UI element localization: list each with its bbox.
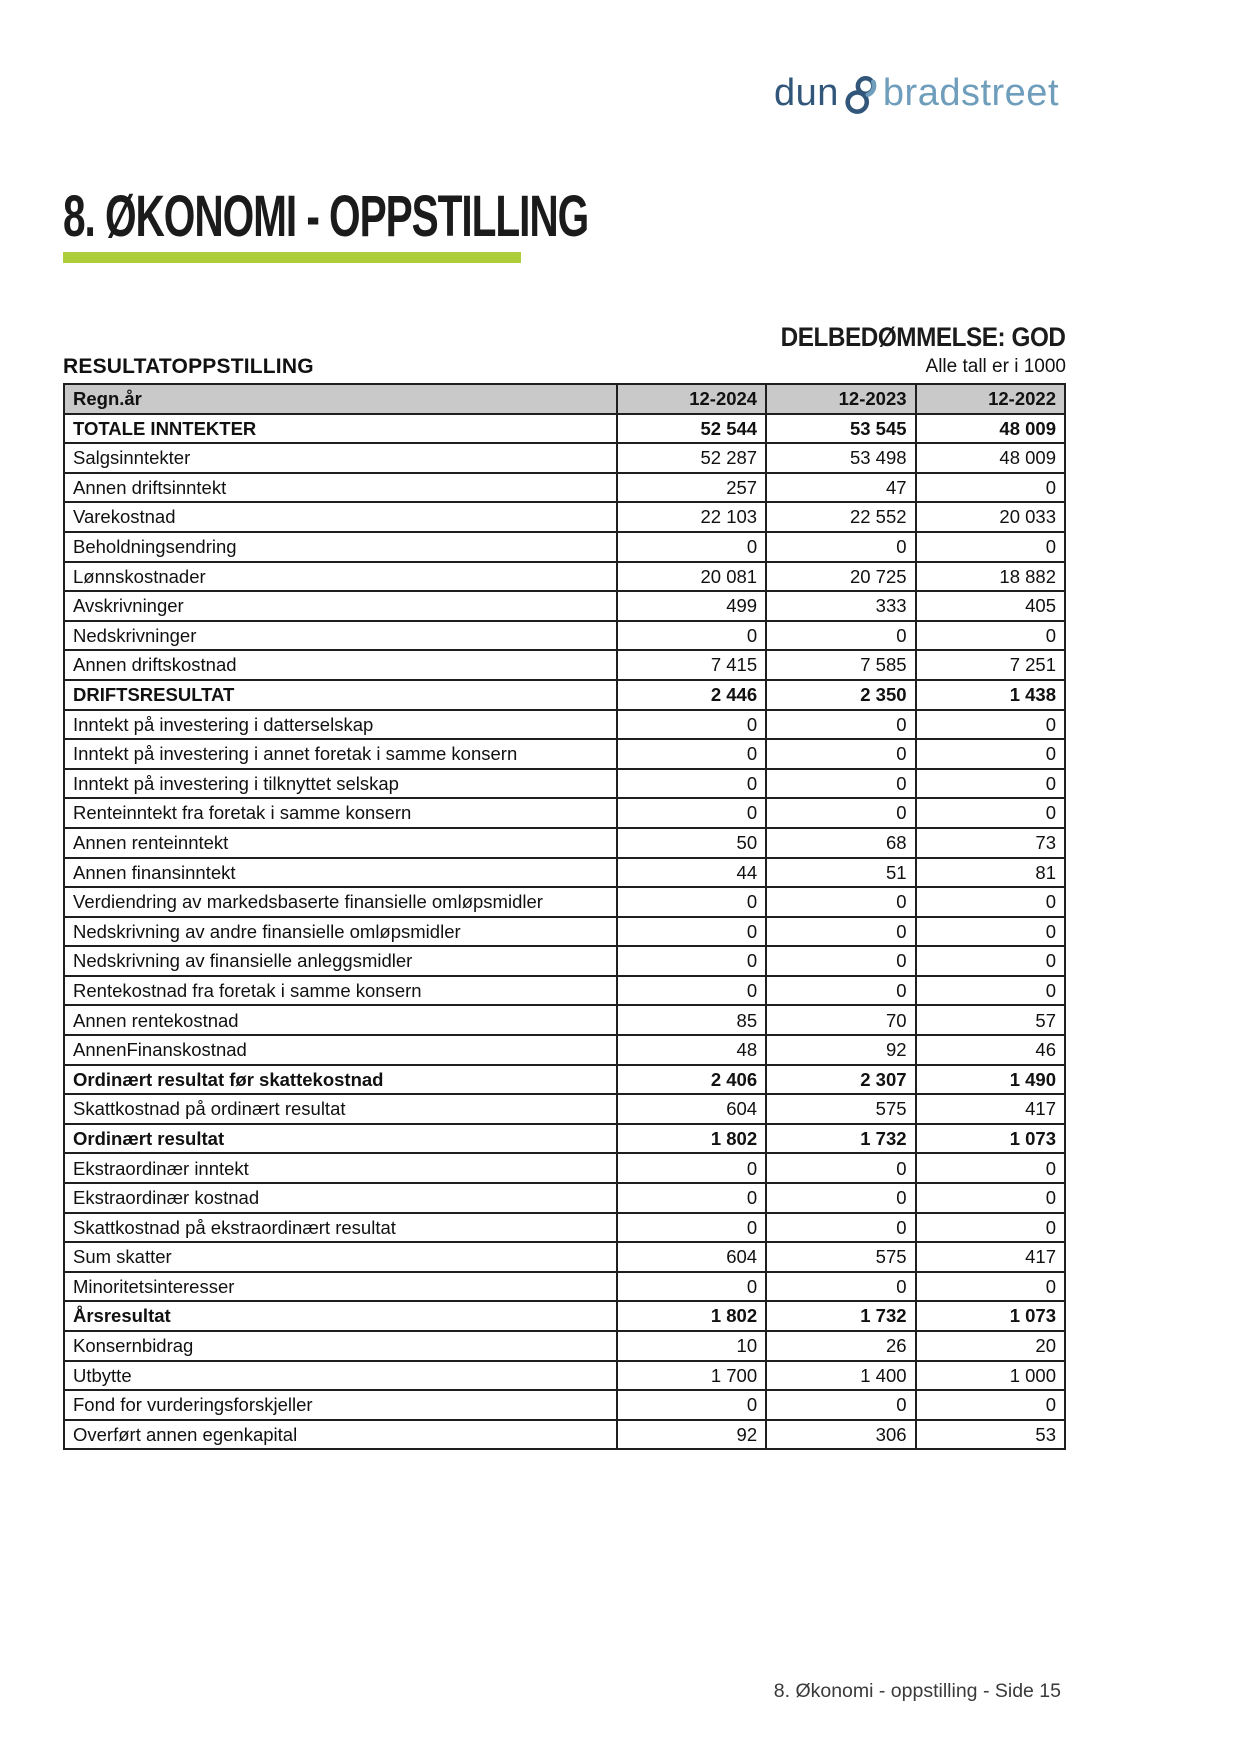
- row-value: 73: [916, 828, 1065, 858]
- row-value: 50: [617, 828, 766, 858]
- row-value: 0: [916, 710, 1065, 740]
- row-value: 604: [617, 1094, 766, 1124]
- header-12-2024: 12-2024: [617, 384, 766, 414]
- row-value: 0: [916, 1390, 1065, 1420]
- table-row: [64, 710, 1065, 740]
- row-value: 0: [766, 917, 915, 947]
- row-label: Overført annen egenkapital: [64, 1420, 617, 1450]
- row-value: 0: [766, 887, 915, 917]
- row-value: 0: [766, 532, 915, 562]
- row-label: Varekostnad: [64, 502, 617, 532]
- row-value: 2 350: [766, 680, 915, 710]
- table-row: [64, 769, 1065, 799]
- row-label: Årsresultat: [64, 1301, 617, 1331]
- row-value: 48 009: [916, 414, 1065, 444]
- row-label: Annen driftskostnad: [64, 650, 617, 680]
- row-value: 47: [766, 473, 915, 503]
- row-label: Salgsinntekter: [64, 443, 617, 473]
- row-value: 1 732: [766, 1124, 915, 1154]
- row-value: 1 700: [617, 1361, 766, 1391]
- table-row: [64, 858, 1065, 888]
- table-row: [64, 650, 1065, 680]
- row-label: Rentekostnad fra foretak i samme konsern: [64, 976, 617, 1006]
- row-value: 0: [617, 887, 766, 917]
- row-value: 0: [916, 1213, 1065, 1243]
- row-value: 51: [766, 858, 915, 888]
- row-value: 0: [617, 769, 766, 799]
- row-label: TOTALE INNTEKTER: [64, 414, 617, 444]
- row-value: 575: [766, 1094, 915, 1124]
- row-label: Renteinntekt fra foretak i samme konsern: [64, 798, 617, 828]
- row-value: 0: [617, 1390, 766, 1420]
- table-row: [64, 1301, 1065, 1331]
- row-value: 0: [916, 887, 1065, 917]
- row-value: 604: [617, 1242, 766, 1272]
- row-value: 0: [617, 1153, 766, 1183]
- row-value: 0: [916, 976, 1065, 1006]
- row-value: 0: [766, 1213, 915, 1243]
- row-label: Lønnskostnader: [64, 562, 617, 592]
- row-value: 306: [766, 1420, 915, 1450]
- row-value: 1 000: [916, 1361, 1065, 1391]
- table-row: [64, 621, 1065, 651]
- row-value: 1 802: [617, 1124, 766, 1154]
- row-value: 0: [766, 946, 915, 976]
- row-value: 1 400: [766, 1361, 915, 1391]
- table-row: [64, 917, 1065, 947]
- row-value: 2 406: [617, 1065, 766, 1095]
- table-row: [64, 680, 1065, 710]
- row-value: 10: [617, 1331, 766, 1361]
- table-row: [64, 1183, 1065, 1213]
- row-value: 81: [916, 858, 1065, 888]
- row-label: Konsernbidrag: [64, 1331, 617, 1361]
- table-row: [64, 1420, 1065, 1450]
- row-value: 1 438: [916, 680, 1065, 710]
- row-value: 53 545: [766, 414, 915, 444]
- table-row: [64, 1390, 1065, 1420]
- row-value: 52 544: [617, 414, 766, 444]
- table-row: [64, 1331, 1065, 1361]
- row-value: 48: [617, 1035, 766, 1065]
- row-value: 0: [617, 1213, 766, 1243]
- dun-bradstreet-logo: [774, 72, 1059, 114]
- row-value: 0: [617, 710, 766, 740]
- row-value: 92: [617, 1420, 766, 1450]
- row-value: 18 882: [916, 562, 1065, 592]
- row-label: Annen driftsinntekt: [64, 473, 617, 503]
- row-value: 0: [617, 976, 766, 1006]
- table-header-row: [64, 384, 1065, 414]
- table-row: [64, 798, 1065, 828]
- title-accent-bar: [63, 252, 521, 263]
- section-title: RESULTATOPPSTILLING: [63, 355, 314, 378]
- row-value: 53: [916, 1420, 1065, 1450]
- row-label: Utbytte: [64, 1361, 617, 1391]
- row-label: Nedskrivninger: [64, 621, 617, 651]
- row-value: 1 073: [916, 1124, 1065, 1154]
- table-row: [64, 473, 1065, 503]
- table-row: [64, 414, 1065, 444]
- row-label: Annen finansinntekt: [64, 858, 617, 888]
- row-value: 0: [766, 710, 915, 740]
- table-row: [64, 1153, 1065, 1183]
- row-value: 0: [916, 473, 1065, 503]
- row-label: Ordinært resultat før skattekostnad: [64, 1065, 617, 1095]
- row-value: 22 552: [766, 502, 915, 532]
- row-value: 0: [766, 621, 915, 651]
- row-label: Beholdningsendring: [64, 532, 617, 562]
- row-value: 575: [766, 1242, 915, 1272]
- header-12-2023: 12-2023: [766, 384, 915, 414]
- row-value: 1 490: [916, 1065, 1065, 1095]
- table-row: [64, 562, 1065, 592]
- row-value: 20: [916, 1331, 1065, 1361]
- row-value: 257: [617, 473, 766, 503]
- table-row: [64, 1065, 1065, 1095]
- row-value: 1 802: [617, 1301, 766, 1331]
- row-label: Ekstraordinær inntekt: [64, 1153, 617, 1183]
- row-value: 2 307: [766, 1065, 915, 1095]
- table-row: [64, 1213, 1065, 1243]
- row-value: 0: [916, 621, 1065, 651]
- table-row: [64, 502, 1065, 532]
- table-row: [64, 1361, 1065, 1391]
- table-row: [64, 532, 1065, 562]
- row-value: 417: [916, 1242, 1065, 1272]
- logo-ampersand-icon: [842, 72, 882, 120]
- table-row: [64, 591, 1065, 621]
- row-value: 1 732: [766, 1301, 915, 1331]
- row-value: 26: [766, 1331, 915, 1361]
- row-label: Sum skatter: [64, 1242, 617, 1272]
- table-row: [64, 946, 1065, 976]
- row-label: Verdiendring av markedsbaserte finansielle omløpsmidler: [64, 887, 617, 917]
- row-value: 0: [617, 798, 766, 828]
- logo-text-bradstreet: bradstreet: [882, 72, 1059, 114]
- row-value: 0: [916, 1153, 1065, 1183]
- row-value: 417: [916, 1094, 1065, 1124]
- row-value: 0: [916, 917, 1065, 947]
- row-value: 0: [617, 1272, 766, 1302]
- row-value: 0: [916, 769, 1065, 799]
- row-value: 0: [916, 739, 1065, 769]
- row-label: Inntekt på investering i annet foretak i samme konsern: [64, 739, 617, 769]
- row-value: 499: [617, 591, 766, 621]
- row-value: 0: [916, 1272, 1065, 1302]
- header-12-2022: 12-2022: [916, 384, 1065, 414]
- row-label: Avskrivninger: [64, 591, 617, 621]
- table-body: [64, 414, 1065, 1450]
- row-label: Annen renteinntekt: [64, 828, 617, 858]
- row-label: Inntekt på investering i tilknyttet selskap: [64, 769, 617, 799]
- header-regnar: Regn.år: [64, 384, 617, 414]
- table-row: [64, 739, 1065, 769]
- row-value: 48 009: [916, 443, 1065, 473]
- table-row: [64, 1094, 1065, 1124]
- table-row: [64, 828, 1065, 858]
- row-value: 57: [916, 1005, 1065, 1035]
- row-value: 20 081: [617, 562, 766, 592]
- row-label: Minoritetsinteresser: [64, 1272, 617, 1302]
- row-value: 53 498: [766, 443, 915, 473]
- row-value: 0: [617, 621, 766, 651]
- row-value: 0: [766, 976, 915, 1006]
- page-footer: 8. Økonomi - oppstilling - Side 15: [773, 1680, 1061, 1702]
- table-row: [64, 443, 1065, 473]
- row-value: 0: [766, 769, 915, 799]
- row-value: 7 415: [617, 650, 766, 680]
- row-value: 0: [766, 798, 915, 828]
- row-label: Ekstraordinær kostnad: [64, 1183, 617, 1213]
- row-value: 0: [766, 1183, 915, 1213]
- row-value: 7 585: [766, 650, 915, 680]
- row-label: Annen rentekostnad: [64, 1005, 617, 1035]
- row-value: 20 033: [916, 502, 1065, 532]
- row-label: AnnenFinanskostnad: [64, 1035, 617, 1065]
- row-value: 7 251: [916, 650, 1065, 680]
- row-label: Nedskrivning av andre finansielle omløpsmidler: [64, 917, 617, 947]
- row-value: 333: [766, 591, 915, 621]
- row-value: 405: [916, 591, 1065, 621]
- row-value: 20 725: [766, 562, 915, 592]
- row-label: Skattkostnad på ordinært resultat: [64, 1094, 617, 1124]
- row-value: 0: [617, 946, 766, 976]
- row-label: Skattkostnad på ekstraordinært resultat: [64, 1213, 617, 1243]
- row-value: 52 287: [617, 443, 766, 473]
- units-note: Alle tall er i 1000: [925, 356, 1066, 377]
- row-value: 1 073: [916, 1301, 1065, 1331]
- row-value: 46: [916, 1035, 1065, 1065]
- row-value: 0: [617, 532, 766, 562]
- row-label: Nedskrivning av finansielle anleggsmidler: [64, 946, 617, 976]
- row-label: Inntekt på investering i datterselskap: [64, 710, 617, 740]
- table-row: [64, 1272, 1065, 1302]
- income-statement-table: [63, 383, 1066, 1450]
- row-value: 0: [617, 739, 766, 769]
- table-row: [64, 1242, 1065, 1272]
- row-value: 44: [617, 858, 766, 888]
- row-value: 0: [916, 798, 1065, 828]
- row-label: DRIFTSRESULTAT: [64, 680, 617, 710]
- row-value: 0: [617, 917, 766, 947]
- row-value: 0: [766, 1272, 915, 1302]
- row-value: 0: [916, 1183, 1065, 1213]
- row-label: Fond for vurderingsforskjeller: [64, 1390, 617, 1420]
- page-title: 8. ØKONOMI - OPPSTILLING: [63, 184, 589, 249]
- table-row: [64, 887, 1065, 917]
- row-value: 68: [766, 828, 915, 858]
- table-row: [64, 1124, 1065, 1154]
- row-label: Ordinært resultat: [64, 1124, 617, 1154]
- row-value: 0: [916, 532, 1065, 562]
- row-value: 0: [766, 739, 915, 769]
- row-value: 2 446: [617, 680, 766, 710]
- assessment-label: DELBEDØMMELSE: GOD: [781, 322, 1066, 352]
- row-value: 85: [617, 1005, 766, 1035]
- table-row: [64, 1035, 1065, 1065]
- row-value: 70: [766, 1005, 915, 1035]
- logo-text-dun: dun: [774, 72, 839, 114]
- row-value: 0: [617, 1183, 766, 1213]
- table-row: [64, 976, 1065, 1006]
- row-value: 0: [766, 1390, 915, 1420]
- row-value: 22 103: [617, 502, 766, 532]
- row-value: 92: [766, 1035, 915, 1065]
- row-value: 0: [916, 946, 1065, 976]
- row-value: 0: [766, 1153, 915, 1183]
- table-row: [64, 1005, 1065, 1035]
